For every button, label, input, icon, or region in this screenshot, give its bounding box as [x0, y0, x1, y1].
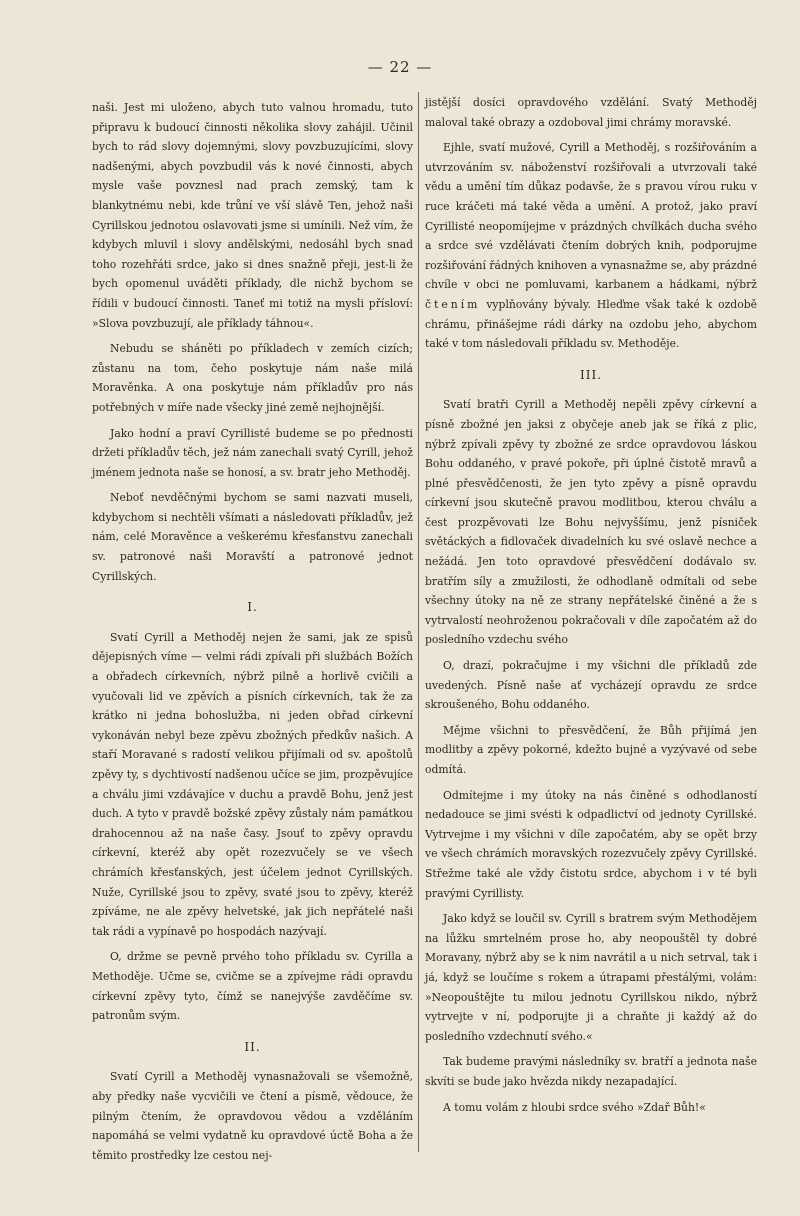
paragraph: Jako když se loučil sv. Cyrill s bratrem svým Methodějem na lůžku smrtelném prose ho, aby neopouštěl ty dobré Moravany, nýbrž aby se k nim navrátil a u nich setrval, tak i já, když se loučíme s rokem a útrapami přestálými, volám: »Neopouštějte tu milou jednotu Cyrillskou nikdo, nýbrž vytrvejte v ní, podporujte ji a chraňte ji každý až do posledního vzdechnutí svého.«	[425, 912, 757, 1043]
emphasized-word: čtením	[425, 297, 481, 311]
paragraph: naši. Jest mi uloženo, abych tuto valnou hromadu, tuto připravu k budoucí činnosti několika slovy zahájil. Učinil bych to rád slovy dojemnými, slovy povzbuzujícími, slovy nadšenými, abych povzbudil vás k nové činnosti, abych mysle vaše povznesl nad prach zemský, tam k blankytnému nebi, kde trůní ve vší slávě Ten, jehož naši Cyrillskou jednotou oslavovati jsme si umínili. Než vím, že kdybych mluvil i slovy andělskými, nedosáhl bych snad toho rozehřáti srdce, jako si dnes snažně přeji, jest-li že bych opomenul uváděti příklady, dle nichž bychom se řídili v budoucí činnosti. Taneť mi totiž na mysli přísloví: »Slova povzbuzují, ale příklady táhnou«.	[92, 101, 413, 330]
left-column	[92, 98, 413, 1165]
paragraph: jistější dosíci opravdového vzdělání. Svatý Methoděj maloval také obrazy a ozdoboval jimi chrámy moravské.	[425, 96, 757, 129]
paragraph: Neboť nevděčnými bychom se sami nazvati museli, kdybychom si nechtěli všímati a následovati příkladův, jež nám, celé Moravěnce a veškerému křesťanstvu zanechali sv. patronové naši Moravští a patronové jednot Cyrillských.	[92, 491, 413, 583]
paragraph-text: vyplňovány bývaly. Hleďme však také k ozdobě chrámu, přinášejme rádi dárky na ozdobu jeho, abychom také v tom následovali příkladu sv. Methoděje.	[425, 297, 757, 351]
paragraph: Svatí bratři Cyrill a Methoděj nepěli zpěvy církevní a písně zbožné jen jaksi z obyčeje aneb jak se říká z plic, nýbrž zpívali zpěvy ty zbožné ze srdce opravdovou láskou Bohu oddaného, v pravé pokoře, při úplné čistotě mravů a plné přesvědčenosti, že jen tyto zpěvy a písně opravdu církevní jsou skutečně pravou modlitbou, kterou chválu a čest prozpěvovati lze Bohu nejvyššímu, jenž písniček světáckých a fidlovaček divadelních ku své oslavě nechce a nežádá. Jen toto opravdové přesvědčení dodávalo sv. bratřím síly a zmužilosti, že odhodlaně odmítali od sebe všechny útoky na ně ze strany nepřátelské činěné a že s vytrvalostí neohroženou pokračovali v díle započatém až do posledního vzdechu svého	[425, 398, 757, 647]
column-divider	[418, 92, 419, 1152]
paragraph: Jako hodní a praví Cyrillisté budeme se po přednosti držeti příkladův těch, jež nám zanechali svatý Cyrill, jehož jménem jednota naše se honosí, a sv. bratr jeho Methoděj.	[92, 426, 413, 479]
paragraph: Odmítejme i my útoky na nás činěné s odhodlaností nedadouce se jimi svésti k odpadlictví od jednoty Cyrillské. Vytrvejme i my všichni v díle započatém, aby se opět brzy ve všech chrámích moravských rozezvučely zpěvy Cyrillské. Střežme také ale vždy čistotu srdce, abychom i v té byli pravými Cyrillisty.	[425, 788, 757, 900]
section-heading-1: I.	[247, 600, 258, 615]
section-heading-3: III.	[579, 367, 603, 382]
paragraph-text: Ejhle, svatí mužové, Cyrill a Methoděj, s rozšiřováním a utvrzováním sv. náboženství rozšiřovali a utvrzovali také vědu a umění tím důkaz podavše, že s pravou vírou ruku v ruce kráčeti má také věda a umění. A protož, jako praví Cyrillisté neopomíjejme v prázdných chvílkách ducha svého a srdce své vzdělávati čtením dobrých knih, podporujme rozšiřování řádných knihoven a vynasnažme se, aby prázdné chvíle v obci ne pomluvami, karbanem a hádkami, nýbrž	[425, 141, 757, 292]
paragraph: Nebudu se sháněti po příkladech v zemích cizích; zůstanu na tom, čeho poskytuje nám naše milá Moravěnka. A ona poskytuje nám příkladův pro nás potřebných v míře nade všecky jiné země nejhojnější.	[92, 342, 413, 414]
paragraph: Mějme všichni to přesvědčení, že Bůh přijímá jen modlitby a zpěvy pokorné, kdežto bujné a vyzývavé od sebe odmítá.	[425, 723, 757, 776]
paragraph: O, drazí, pokračujme i my všichni dle příkladů zde uvedených. Písně naše ať vycházejí opravdu ze srdce skroušeného, Bohu oddaného.	[425, 659, 757, 712]
section-heading-2: II.	[244, 1039, 261, 1054]
page-number: — 22 —	[367, 58, 433, 76]
paragraph: Svatí Cyrill a Methoděj vynasnažovali se všemožně, aby předky naše vycvičili ve čtení a písmě, vědouce, že pilným čtením, že opravdovou vědou a vzděláním napomáhá se velmi vydatně ku opravdové úctě Boha a že těmito prostředky lze cestou nej-	[92, 1070, 413, 1162]
paragraph: O, držme se pevně prvého toho příkladu sv. Cyrilla a Methoděje. Učme se, cvičme se a zpívejme rádi opravdu církevní zpěvy tyto, čímž se nanejvýše zavděčíme sv. patronům svým.	[92, 950, 413, 1023]
paragraph	[425, 138, 757, 354]
right-column	[425, 93, 757, 1117]
paragraph: Svatí Cyrill a Methoděj nejen že sami, jak ze spisů dějepisných víme — velmi rádi zpívali při službách Božích a obřadech církevních, nýbrž pilně a horlivě cvičili a vyučovali lid ve zpěvích a písních církevních, tak že za krátko ni jedna bohoslužba, ni jeden obřad církevní vykonáván nebyl beze zpěvu zbožných předkův našich. A staří Moravané s radostí velikou přijímali od sv. apoštolů zpěvy ty, s dychtivostí nadšenou učíce se jim, prozpěvujíce a chválu jimi vzdávajíce v duchu a pravdě Bohu, jenž jest duch. A tyto v pravdě božské zpěvy zůstaly nám památkou drahocennou až na naše časy. Jsouť to zpěvy opravdu církevní, kteréž aby opět rozezvučely se ve všech chrámích křesťanských, jest účelem jednot Cyrillských. Nuže, Cyrillské jsou to zpěvy, svaté jsou to zpěvy, kteréž zpíváme, ne ale zpěvy helvetské, jak jich nepřátelé naši tak rádi a vypínavě po hospodách nazývají.	[92, 630, 413, 938]
paragraph: A tomu volám z hloubi srdce svého »Zdař Bůh!«	[443, 1100, 706, 1114]
paragraph: Tak budeme pravými následníky sv. bratří a jednota naše skvíti se bude jako hvězda nikdy nezapadající.	[425, 1055, 757, 1088]
